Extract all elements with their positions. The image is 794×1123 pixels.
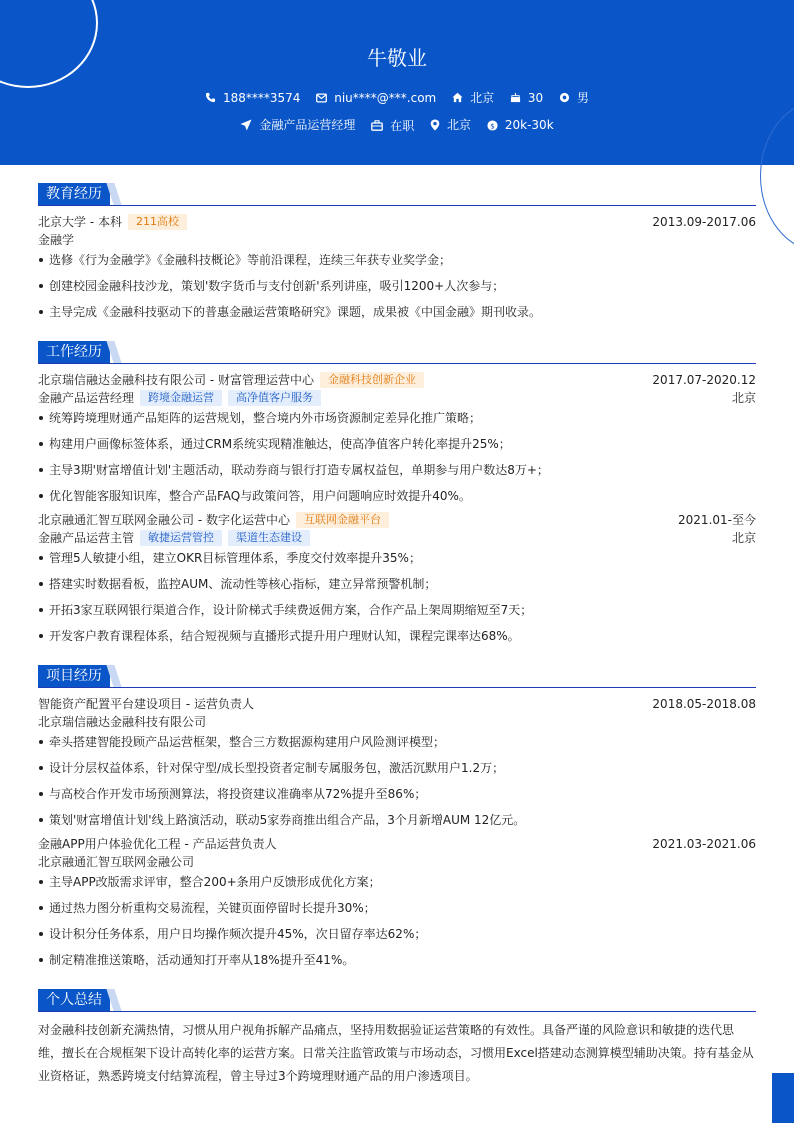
list-item: 管理5人敏捷小组，建立OKR目标管理体系，季度交付效率提升35%； [38,549,756,567]
education-section-title [38,183,756,206]
location-icon [430,119,440,131]
project-name: 金融APP用户体验优化工程 - 产品运营负责人 [38,837,277,851]
list-item: 搭建实时数据看板，监控AUM、流动性等核心指标，建立异常预警机制； [38,575,756,593]
company-tag: 金融科技创新企业 [320,372,424,388]
list-item: 与高校合作开发市场预测算法，将投资建议准确率从72%提升至86%； [38,785,756,803]
job-header [38,511,756,529]
svg-text:$: $ [490,120,495,130]
job-target-item [240,116,355,133]
status-text: 在职 [390,118,415,133]
list-item: 统筹跨境理财通产品矩阵的运营规划，整合境内外市场资源制定差异化推广策略； [38,409,756,427]
briefcase-icon [371,120,383,131]
home-icon [452,92,463,103]
job-position-row [38,389,756,407]
school-name: 北京大学 - 本科 [38,215,122,229]
phone-text: 188****3574 [222,90,301,105]
salary-text: 20k-30k [504,118,554,132]
gender-icon [559,92,570,103]
skill-tag: 渠道生态建设 [228,530,310,546]
candidate-name: 牛敬业 [367,46,427,70]
skill-tag: 高净值客户服务 [228,390,321,406]
job-target-text: 金融产品运营经理 [259,118,356,132]
school-tag: 211高校 [128,214,187,230]
position-name: 金融产品运营主管 [38,531,135,545]
summary-title: 个人总结 [38,989,110,1011]
project-company: 北京瑞信融达金融科技有限公司 [38,715,207,729]
list-item: 制定精准推送策略，活动通知打开率从18%提升至41%。 [38,951,756,969]
cake-icon [510,92,521,103]
major: 金融学 [38,233,75,247]
list-item: 优化智能客服知识库，整合产品FAQ与政策问答，用户问题响应时效提升40%。 [38,487,756,505]
job-date: 2017.07-2020.12 [652,373,756,387]
summary-section-title [38,989,756,1012]
target-city-text: 北京 [447,118,472,132]
job-city: 北京 [731,531,756,545]
skill-tag: 敏捷运营管控 [140,530,222,546]
project-header [38,695,756,713]
list-item: 主导APP改版需求评审，整合200+条用户反馈形成优化方案； [38,873,756,891]
company-tag: 互联网金融平台 [296,512,389,528]
job-date: 2021.01-至今 [678,513,756,527]
send-icon [240,119,252,131]
list-item: 选修《行为金融学》《金融科技概论》等前沿课程，连续三年获专业奖学金； [38,251,756,269]
city-item [452,89,494,106]
money-icon [487,120,498,131]
list-item: 主导完成《金融科技驱动下的普惠金融运营策略研究》课题，成果被《中国金融》期刊收录。 [38,303,756,321]
work-section-title [38,341,756,364]
city-text: 北京 [470,91,495,105]
age-text: 30 [527,90,544,105]
list-item: 设计积分任务体系，用户日均操作频次提升45%，次日留存率达62%； [38,925,756,943]
work-title: 工作经历 [38,341,110,363]
job-position-row [38,529,756,547]
job-city: 北京 [731,391,756,405]
contact-row [0,89,794,106]
status-item [371,117,414,134]
list-item: 设计分层权益体系，针对保守型/成长型投资者定制专属服务包，激活沉默用户1.2万； [38,759,756,777]
company-name: 北京瑞信融达金融科技有限公司 - 财富管理运营中心 [38,373,314,387]
salary-item [487,118,554,132]
education-title: 教育经历 [38,183,110,205]
list-item: 开发客户教育课程体系，结合短视频与直播形式提升用户理财认知，课程完课率达68%。 [38,627,756,645]
education-header [38,213,756,231]
project-header [38,835,756,853]
position-name: 金融产品运营经理 [38,391,135,405]
skill-tag: 跨境金融运营 [140,390,222,406]
list-item: 主导3期'财富增值计划'主题活动，联动券商与银行打造专属权益包，单期参与用户数达8万+； [38,461,756,479]
projects-section-title [38,665,756,688]
project-name: 智能资产配置平台建设项目 - 运营负责人 [38,697,254,711]
phone-item [205,91,300,105]
job-header [38,371,756,389]
project-date: 2018.05-2018.08 [652,697,756,711]
email-item [316,91,436,105]
list-item: 策划'财富增值计划'线上路演活动，联动5家券商推出组合产品，3个月新增AUM 12亿元。 [38,811,756,829]
summary-text: 对金融科技创新充满热情，习惯从用户视角拆解产品痛点，坚持用数据验证运营策略的有效性。具备严谨的风险意识和敏捷的迭代思维，擅长在合规框架下设计高转化率的运营方案。日常关注监管政策与市场动态，习惯用Excel搭建动态测算模型辅助决策。持有基金从业资格证，熟悉跨境支付结算流程，曾主导过3个跨境理财通产品的用户渗透项目。 [38,1023,754,1083]
email-text: niu****@***.com [334,91,437,105]
target-city-item [430,116,471,133]
age-item [510,91,543,105]
phone-icon [205,92,216,103]
list-item: 牵头搭建智能投顾产品运营框架，整合三方数据源构建用户风险测评模型； [38,733,756,751]
resume-header [0,0,794,165]
decorative-bottom-tab [772,1073,794,1123]
project-company: 北京融通汇智互联网金融公司 [38,855,195,869]
gender-item [559,89,589,106]
list-item: 开拓3家互联网银行渠道合作，设计阶梯式手续费返佣方案，合作产品上架周期缩短至7天； [38,601,756,619]
list-item: 创建校园金融科技沙龙，策划'数字货币与支付创新'系列讲座，吸引1200+人次参与； [38,277,756,295]
company-name: 北京融通汇智互联网金融公司 - 数字化运营中心 [38,513,290,527]
education-date: 2013.09-2017.06 [652,215,756,229]
projects-title: 项目经历 [38,665,110,687]
gender-text: 男 [577,91,590,105]
list-item: 构建用户画像标签体系，通过CRM系统实现精准触达，使高净值客户转化率提升25%； [38,435,756,453]
mail-icon [316,93,327,103]
job-intention-row [0,116,794,134]
project-date: 2021.03-2021.06 [652,837,756,851]
list-item: 通过热力图分析重构交易流程，关键页面停留时长提升30%； [38,899,756,917]
